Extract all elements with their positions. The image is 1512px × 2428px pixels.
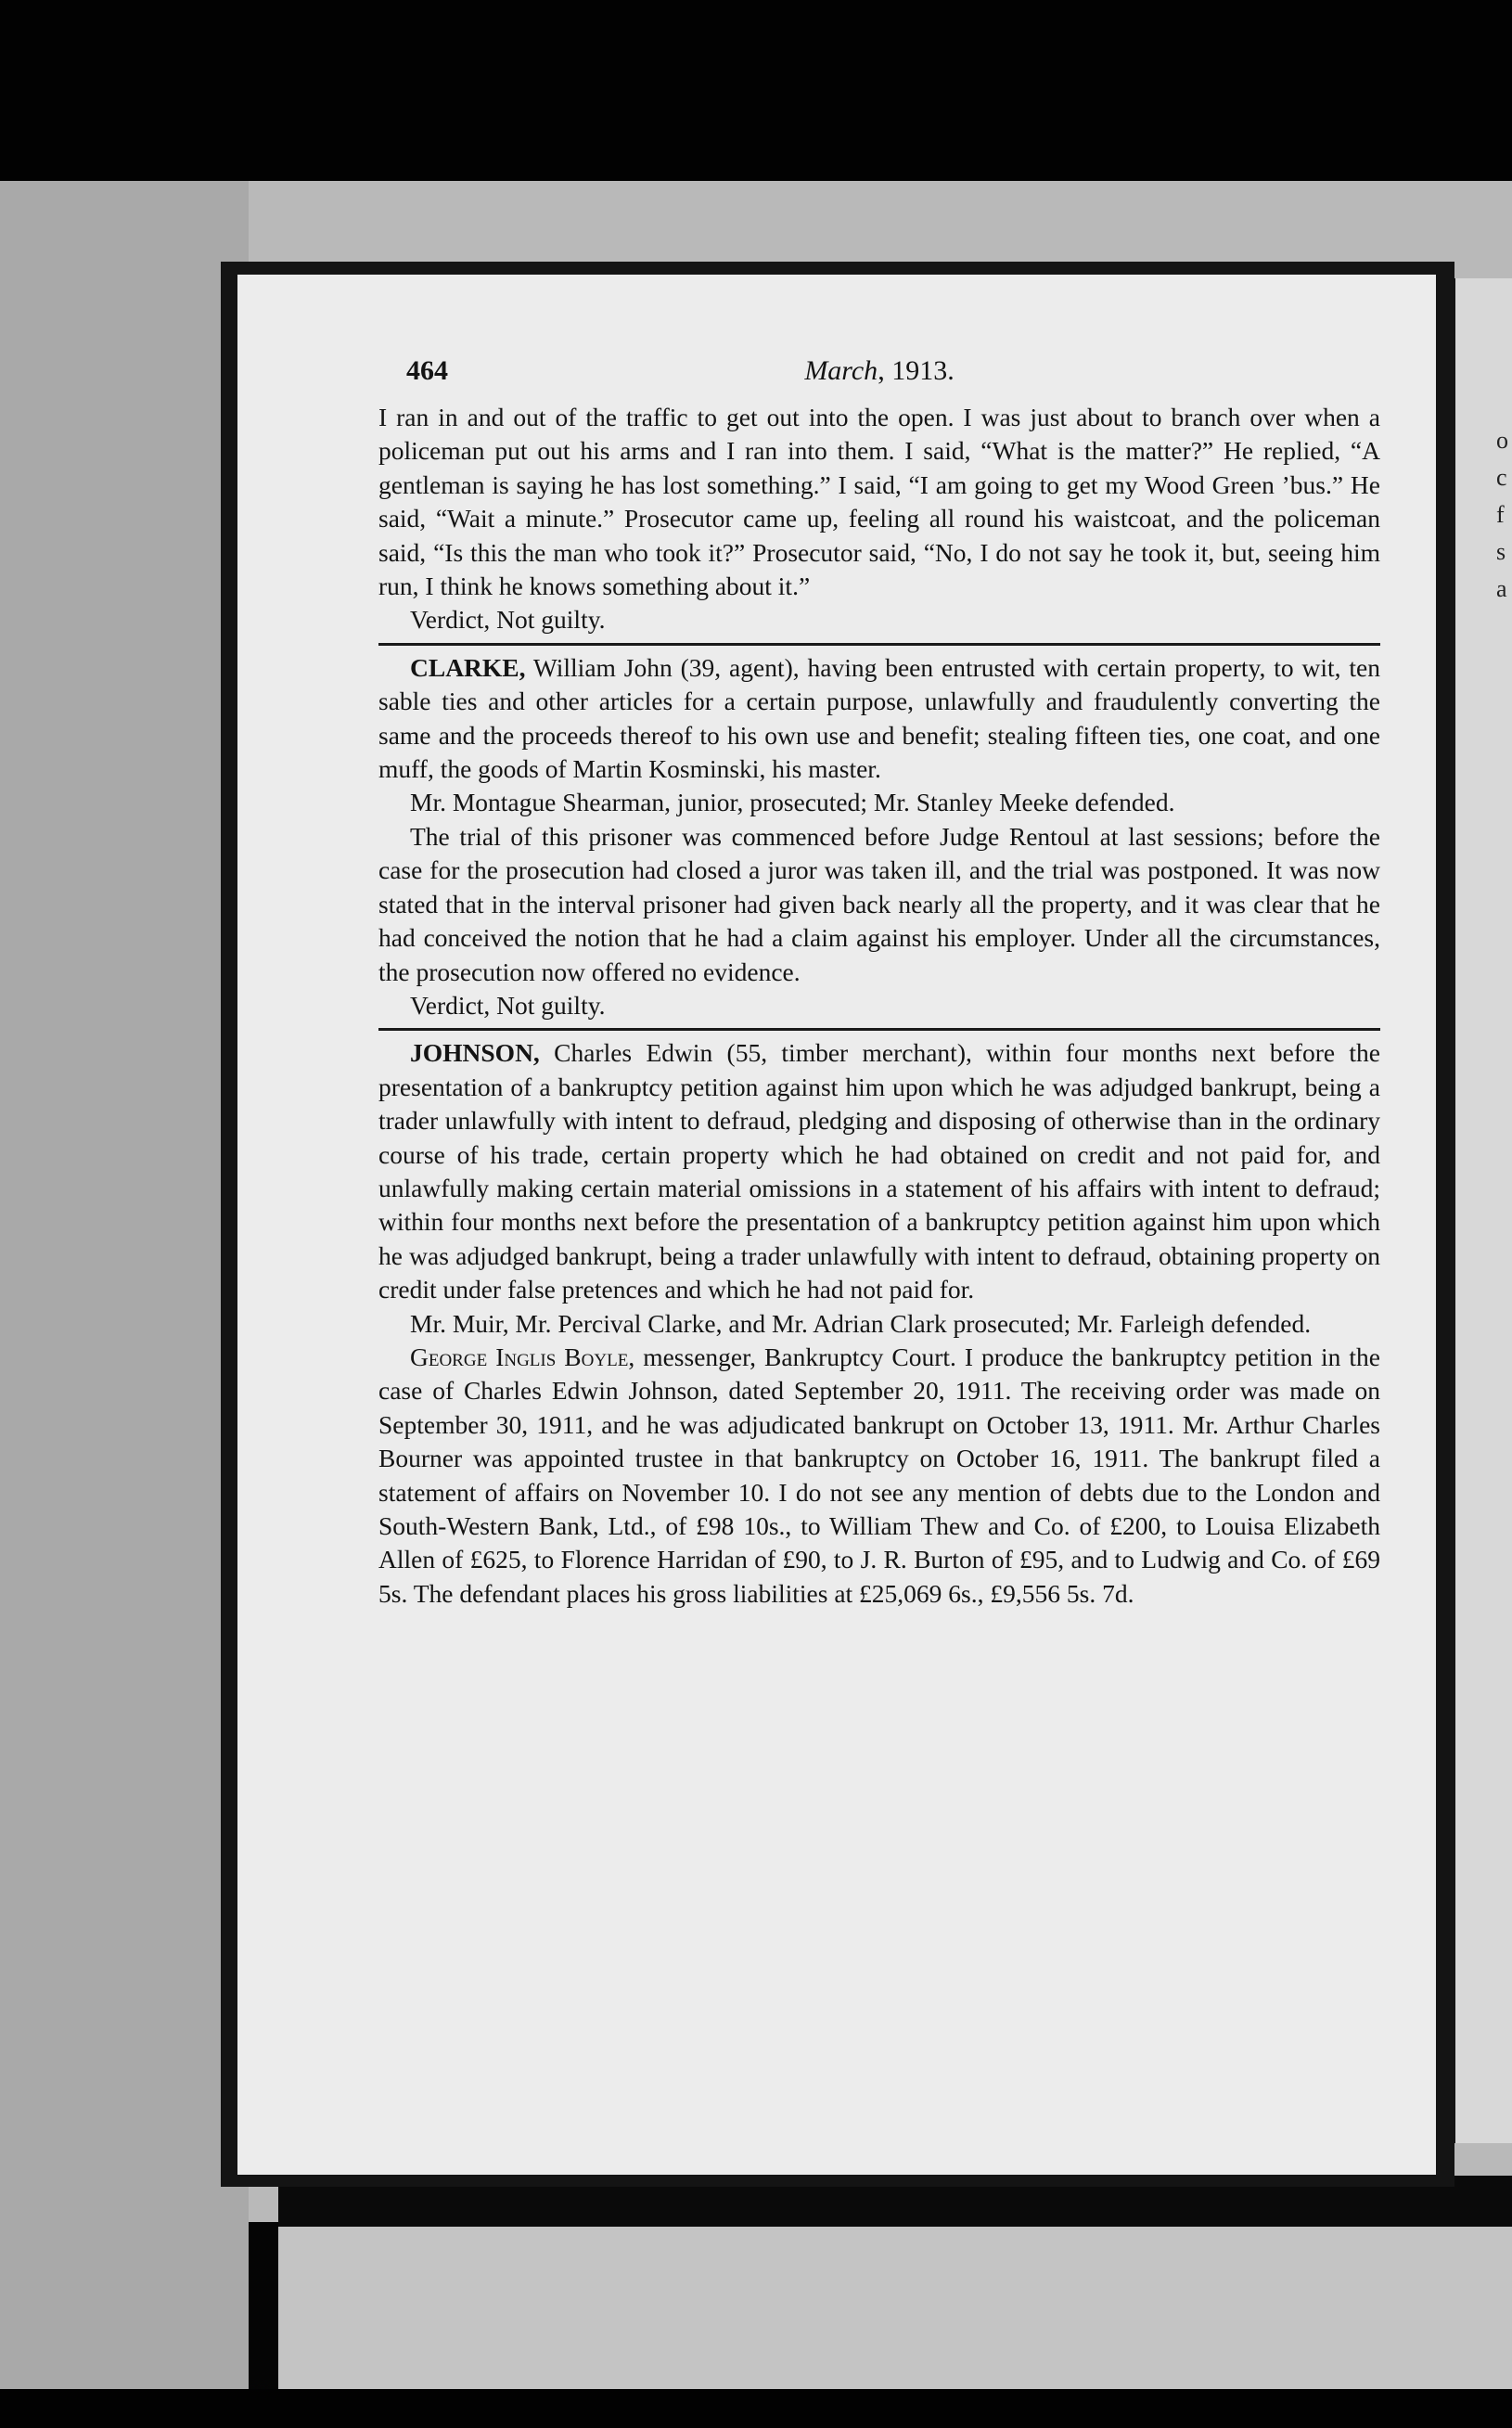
continuation-text: I ran in and out of the traffic to get out into the open. I was just about to branch over when a policeman put out his arms and I ran into them. I said, “What is the matter?” He replied, “A gentleman is saying he has lost something.” I said, “I am going to get my Wood Green ’bus.” He said, “Wait a minute.” Prosecutor came up, feeling all round his waistcoat, and the policeman said, “Is this the man who took it?” Prosecutor said, “No, I do not say he took it, but, seeing him run, I think he knows something about it.” <box>378 403 1380 601</box>
page-number: 464 <box>406 355 448 386</box>
defendant-name: CLARKE, <box>410 652 526 682</box>
case-narrative: The trial of this prisoner was commenced before Judge Rentoul at last sessions; before the case for the prosecution had closed a juror was taken ill, and the trial was postponed. It was now stated that in the interval prisoner had given back nearly all the property, and it was clear that he had conceived the notion that he had a claim against his employer. Under all the circumstances, the prosecution now offered no evidence. <box>378 821 1380 986</box>
facing-page-margin-letters: o c f s a <box>1496 427 1508 602</box>
verdict-line: Verdict, Not guilty. <box>410 605 606 635</box>
verdict-line: Verdict, Not guilty. <box>410 990 606 1020</box>
case-divider <box>378 643 1380 646</box>
case-heading-clarke <box>378 651 1380 787</box>
testimony-text: , messenger, Bankruptcy Court. I produce the bankruptcy petition in the case of Charles Edwin Johnson, dated September 20, 1911. The receiving order was made on September 30, 1911, and he was adjudicated bankrupt on October 13, 1911. Mr. Arthur Charles Bourner was appointed trustee in that bankruptcy on October 16, 1911. The bankrupt filed a statement of affairs on November 10. I do not see any mention of debts due to the London and South-Western Bank, Ltd., of £98 10s., to William Thew and Co. of £200, to Louisa Elizabeth Allen of £625, to Florence Harridan of £90, to J. R. Burton of £95, and to Ludwig and Co. of £69 5s. The defendant places his gross liabilities at £25,069 6s., £9,556 5s. 7d. <box>378 1342 1380 1608</box>
charge-text: Charles Edwin (55, timber merchant), within four months next before the presentation of a bankruptcy petition against him upon which he was adjudged bankrupt, being a trader unlawfully with intent to defraud, pledging and disposing of otherwise than in the ordinary course of his trade, certain property which he had obtained on credit and not paid for, and unlawfully making certain material omissions in a statement of his affairs with intent to defraud; within four months next before the presentation of a bankruptcy petition against him upon which he was adjudged bankrupt, being a trader unlawfully with intent to defraud, obtaining property on credit under false pretences and which he had not paid for. <box>378 1038 1380 1304</box>
witness-testimony <box>378 1341 1380 1611</box>
case-divider <box>378 1028 1380 1031</box>
running-head-year: , 1913. <box>878 355 955 386</box>
case-heading-johnson <box>378 1036 1380 1306</box>
counsel-line: Mr. Muir, Mr. Percival Clarke, and Mr. Adrian Clark prosecuted; Mr. Farleigh defended. <box>410 1308 1312 1338</box>
left-facing-page <box>0 181 249 2408</box>
witness-name: George Inglis Boyle <box>410 1342 629 1371</box>
charge-text: William John (39, agent), having been entrusted with certain property, to wit, ten sable ties and other articles for a certain purpose, unlawfully and fraudulently converting the same and the proceeds thereof to his own use and benefit; stealing fifteen ties, one coat, and one muff, the goods of Martin Kosminski, his master. <box>378 652 1380 784</box>
scan-background-bottom <box>278 2227 1512 2389</box>
scan-border-bottom <box>0 2389 1512 2428</box>
counsel-line: Mr. Montague Shearman, junior, prosecuted; Mr. Stanley Meeke defended. <box>410 788 1175 817</box>
page-header <box>378 354 1380 401</box>
running-head <box>378 354 1380 388</box>
running-head-month: March <box>804 355 878 386</box>
defendant-name: JOHNSON, <box>410 1038 540 1068</box>
scan-border-top <box>0 0 1512 186</box>
page-content <box>378 354 1380 1611</box>
